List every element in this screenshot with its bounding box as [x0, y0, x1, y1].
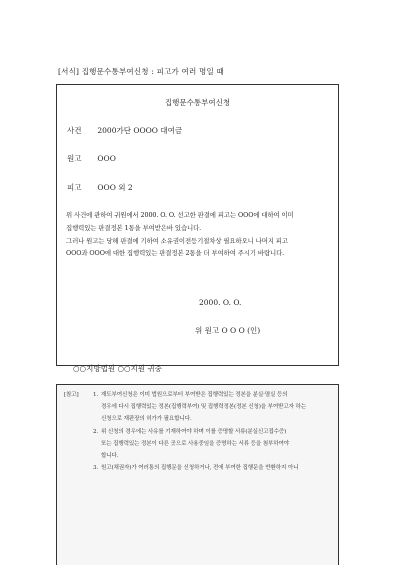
defendant-value: OOO 외 2: [97, 183, 133, 192]
form-caption: [서식] 집행문수통부여신청 : 피고가 여러 명일 때: [58, 67, 224, 76]
note-line: 재도부여신청은 이미 법원으로부터 부여받은 집행력있는 정본을 분실·멸실 등의: [101, 392, 288, 398]
body-line: OOO과 OOO에 대한 집행력있는 판결정본 2통을 더 부여하여 주시기 바랍니다.: [66, 249, 285, 258]
form-title: 집행문수통부여신청: [164, 98, 231, 107]
note-line: 합니다.: [101, 453, 119, 460]
note-number: 1.: [93, 392, 99, 398]
body-line: 집행력있는 판결정본 1통을 부여받은바 있습니다.: [66, 223, 202, 232]
body-line: 그러나 원고는 당해 판결에 기하여 소유권이전등기절차상 필요하오니 나머지 피고: [66, 236, 288, 245]
case-value: 2000가단 OOOO 대여금: [97, 126, 183, 135]
plaintiff-label: 원고: [67, 154, 82, 163]
defendant-field: [67, 182, 133, 193]
application-form: [56, 84, 339, 373]
reference-notes: [56, 384, 339, 565]
note-line: 위 신청의 경우에는 사유를 기재하여야 하며 이를 증명할 서류(분실신고접수증): [101, 428, 287, 435]
note-number: 3.: [93, 465, 99, 472]
note-line: 신청으로 재판장의 허가가 필요합니다.: [101, 416, 192, 423]
note-item: [93, 462, 334, 474]
filing-date: 2000. O. O.: [199, 298, 242, 307]
note-number: 2.: [93, 428, 99, 435]
plaintiff-signature: 위 원고 O O O (인): [195, 326, 261, 335]
note-item: [93, 426, 334, 463]
defendant-label: 피고: [67, 183, 82, 192]
notes-header: [참고]: [64, 392, 79, 398]
case-label: 사건: [67, 126, 82, 135]
note-item: [93, 389, 334, 426]
plaintiff-field: [67, 153, 116, 164]
case-field: [67, 125, 182, 136]
court-addressee: ○○지방법원 ○○지원 귀중: [73, 364, 162, 373]
request-body: [66, 209, 330, 260]
note-line: 원고(채권자)가 여러통의 집행문을 신청하거나, 전에 부여한 집행문을 반환하지 아니: [101, 465, 299, 472]
note-line: 또는 집행력있는 정본이 다른 곳으로 사용중임을 증명하는 서류 등을 첨부하여야: [101, 440, 290, 447]
note-line: 경우에 다시 집행력있는 정본(집행력부여) 및 집행력정본(정본 신청)을 부여받고자 하는: [101, 404, 307, 411]
body-line: 위 사건에 관하여 귀원에서 2000. O. O. 선고한 판결에 피고는 OOO에 대하여 이미: [66, 211, 294, 219]
plaintiff-value: OOO: [97, 154, 116, 163]
